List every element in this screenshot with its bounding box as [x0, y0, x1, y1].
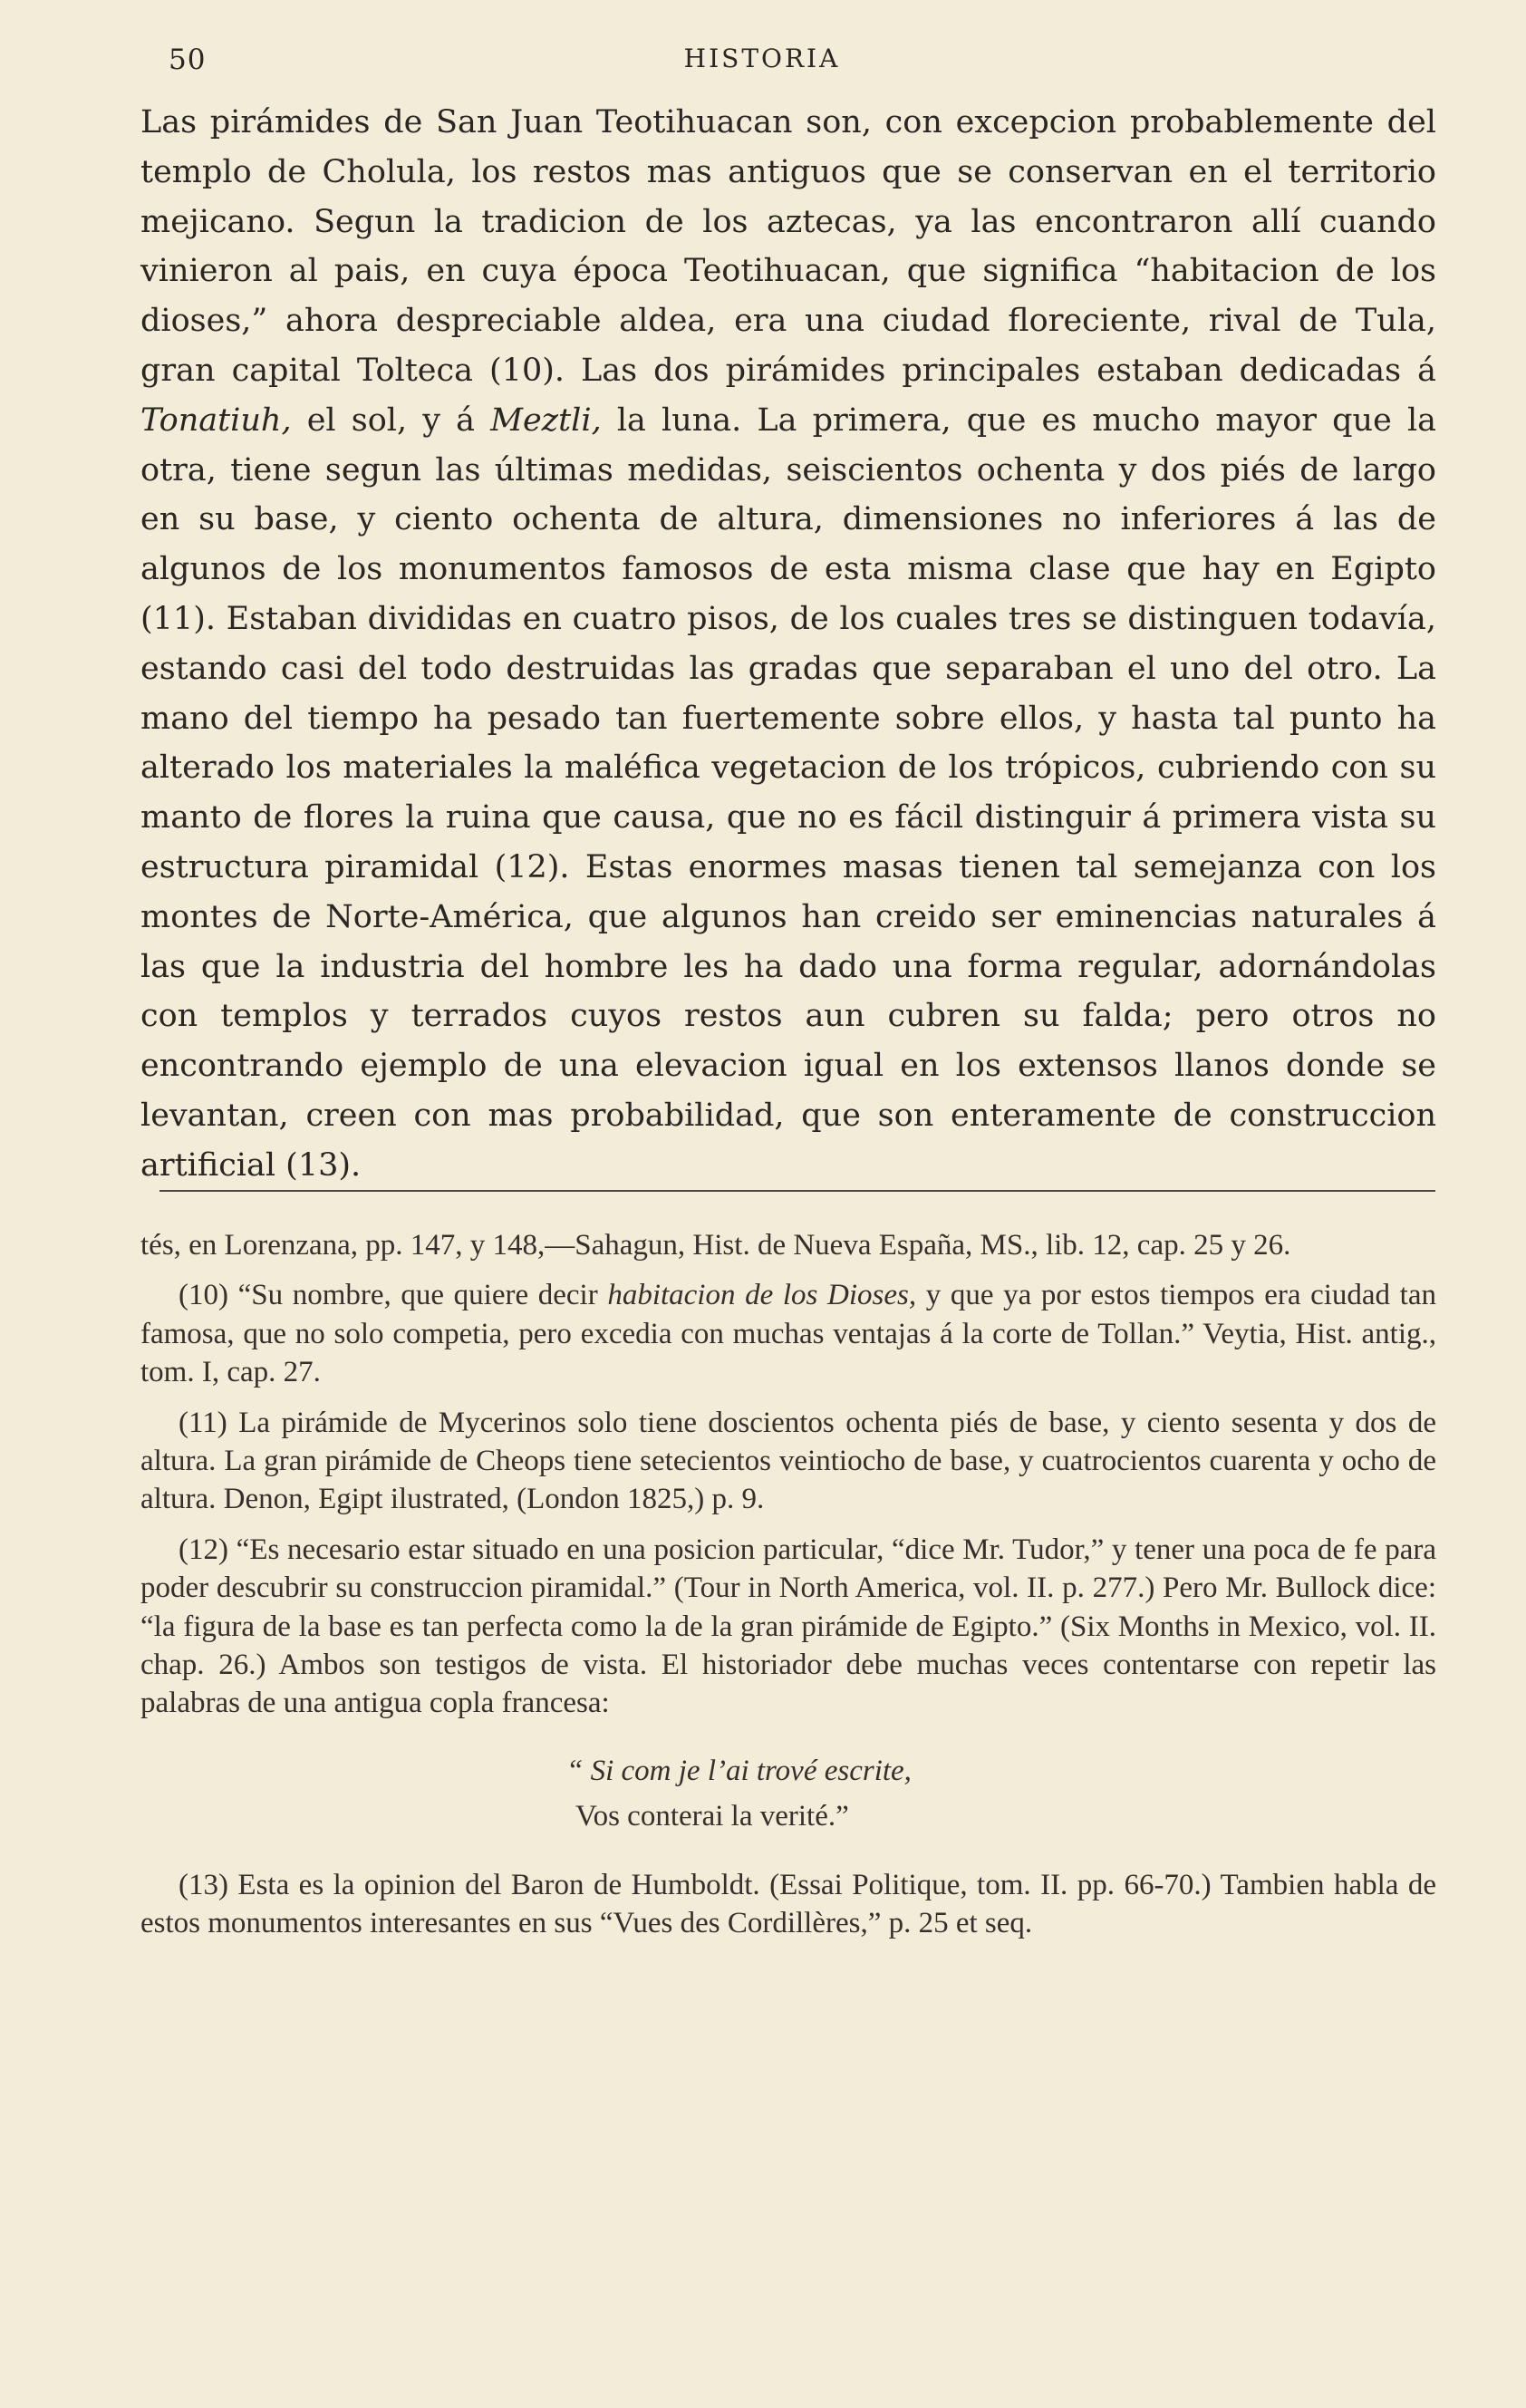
running-head-text: HISTORIA	[683, 44, 841, 73]
running-head	[169, 44, 1501, 73]
footnote-10-italic: habitacion de los Dioses,	[607, 1279, 917, 1312]
footnote-continuation: tés, en Lorenzana, pp. 147, y 148,—Sahagun, Hist. de Nueva España, MS., lib. 12, cap. 25 y 26.	[140, 1229, 1291, 1262]
footnote-12: (12) “Es necesario estar situado en una posicion particular, “dice Mr. Tudor,” y tener una poca de fe para poder descubrir su construccion piramidal.” (Tour in North America, vol. II. p. 277.) Pero Mr. Bullock dice: “la figura de la base es tan perfecta como la de la gran pirámide de Egipto.” (Six Months in Mexico, vol. II. chap. 26.) Ambos son testigos de vista. El historiador debe muchas veces contentarse con repetir las palabras de una antigua copla francesa:	[140, 1533, 1436, 1720]
verse-line-1: “ Si com je l’ai trové escrite,	[566, 1754, 912, 1787]
meztli-italic: Meztli,	[490, 401, 602, 439]
paragraph-text-1: Las pirámides de San Juan Teotihuacan son, con excepcion probablemente del templo de Cholula, los restos mas antiguos que se conservan en el territorio mejicano. Segun la tradicion de los aztecas, ya las encontraron allí cuando vinieron al pais, en cuya época Teotihuacan, que significa “habitacion de los dioses,” ahora despreciable aldea, era una ciudad floreciente, rival de Tula, gran capital Tolteca (10). Las dos pirámides principales estaban dedicadas á	[140, 104, 1436, 389]
paragraph-text-2: el sol, y á	[291, 401, 491, 439]
page-number: 50	[169, 44, 207, 76]
footnotes-section	[140, 1226, 1436, 1955]
footnote-10-text-a: (10) “Su nombre, que quiere decir	[179, 1279, 608, 1312]
tonatiuh-italic: Tonatiuh,	[140, 401, 292, 439]
footnote-10-text-b: y que ya por estos tiempos era ciudad tan famosa, que no solo competia, pero excedia con muchas ventajas á la corte de Tollan.” Veytia, Hist. antig., tom. I, cap. 27.	[140, 1279, 1436, 1389]
footnote-13: (13) Esta es la opinion del Baron de Humboldt. (Essai Politique, tom. II. pp. 66-70.) Tambien habla de estos monumentos interesantes en sus “Vues des Cordillères,” p. 25 et seq.	[140, 1868, 1436, 1940]
footnote-divider	[159, 1190, 1435, 1192]
footnote-10	[140, 1276, 1436, 1391]
main-paragraph	[140, 98, 1436, 1191]
verse-quote	[566, 1748, 1436, 1839]
page-header	[169, 44, 1501, 80]
verse-line-2: Vos conterai la verité.”	[575, 1799, 849, 1833]
footnote-11: (11) La pirámide de Mycerinos solo tiene doscientos ochenta piés de base, y ciento sesenta y dos de altura. La gran pirámide de Cheops tiene setecientos veintiocho de base, y cuatrocientos cuarenta y ocho de altura. Denon, Egipt ilustrated, (London 1825,) p. 9.	[140, 1406, 1436, 1516]
paragraph-text-3: la luna. La primera, que es mucho mayor que la otra, tiene segun las últimas medidas, seiscientos ochenta y dos piés de largo en su base, y ciento ochenta de altura, dimensiones no inferiores á las de algunos de los monumentos famosos de esta misma clase que hay en Egipto (11). Estaban divididas en cuatro pisos, de los cuales tres se distinguen todavía, estando casi del todo destruidas las gradas que separaban el uno del otro. La mano del tiempo ha pesado tan fuertemente sobre ellos, y hasta tal punto ha alterado los materiales la maléfica vegetacion de los trópicos, cubriendo con su manto de flores la ruina que causa, que no es fácil distinguir á primera vista su estructura piramidal (12). Estas enormes masas tienen tal semejanza con los montes de Norte-América, que algunos han creido ser eminencias naturales á las que la industria del hombre les ha dado una forma regular, adornándolas con templos y terrados cuyos restos aun cubren su falda; pero otros no encontrando ejemplo de una elevacion igual en los extensos llanos donde se levantan, creen con mas probabilidad, que son enteramente de construccion artificial (13).	[140, 401, 1437, 1184]
